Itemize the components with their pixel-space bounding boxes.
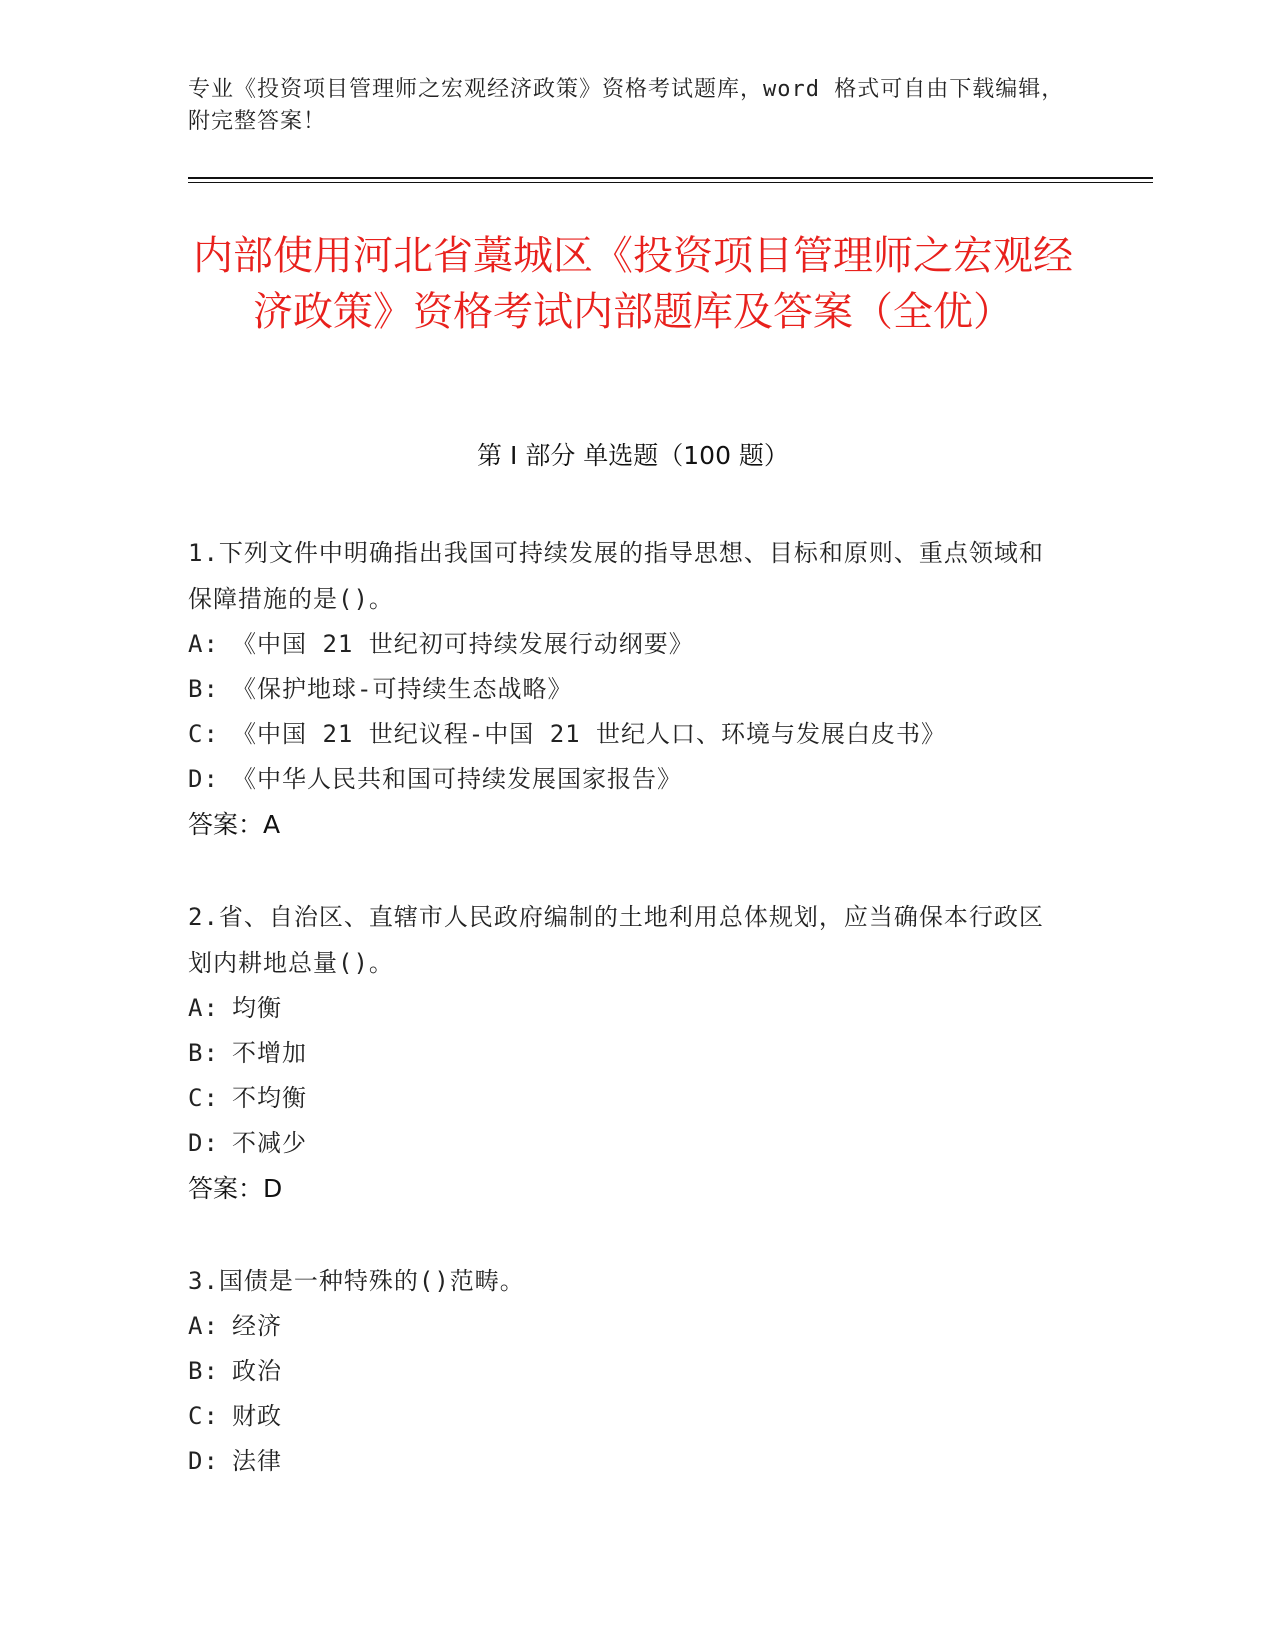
header-note: 专业《投资项目管理师之宏观经济政策》资格考试题库，word 格式可自由下载编辑，附完整答案！ [188, 77, 1065, 134]
option-b [188, 1349, 1068, 1394]
option-label: B: [188, 1039, 219, 1067]
option-text: 政治 [232, 1357, 282, 1385]
question-3 [188, 1258, 1068, 1484]
header-divider-thin [188, 182, 1153, 183]
option-a [188, 986, 1068, 1031]
option-label: B: [188, 675, 219, 703]
option-label: C: [188, 1402, 219, 1430]
answer: 答案：A [188, 810, 281, 839]
question-1 [188, 530, 1068, 848]
question-2 [188, 894, 1068, 1212]
option-label: C: [188, 1084, 219, 1112]
question-text: 1.下列文件中明确指出我国可持续发展的指导思想、目标和原则、重点领域和保障措施的是()。 [188, 539, 1044, 613]
option-d [188, 1121, 1068, 1166]
option-d [188, 757, 1068, 802]
option-text: 不减少 [232, 1129, 307, 1157]
option-label: A: [188, 630, 219, 658]
option-label: C: [188, 720, 219, 748]
option-text: 均衡 [232, 994, 282, 1022]
option-label: A: [188, 994, 219, 1022]
option-d [188, 1439, 1068, 1484]
option-label: B: [188, 1357, 219, 1385]
document-title: 内部使用河北省藁城区《投资项目管理师之宏观经济政策》资格考试内部题库及答案（全优） [193, 233, 1073, 335]
option-text: 经济 [232, 1312, 282, 1340]
question-text: 3.国债是一种特殊的()范畴。 [188, 1267, 525, 1295]
option-c [188, 712, 1068, 757]
option-text: 不均衡 [232, 1084, 307, 1112]
option-b [188, 1031, 1068, 1076]
option-text: 《中国 21 世纪初可持续发展行动纲要》 [232, 630, 694, 658]
option-label: A: [188, 1312, 219, 1340]
option-text: 《中华人民共和国可持续发展国家报告》 [232, 765, 682, 793]
question-list [188, 530, 1068, 1530]
option-a [188, 622, 1068, 667]
option-c [188, 1394, 1068, 1439]
option-label: D: [188, 765, 219, 793]
answer: 答案：D [188, 1174, 283, 1203]
header-divider-thick [188, 177, 1153, 179]
option-text: 《保护地球-可持续生态战略》 [232, 675, 573, 703]
option-text: 法律 [232, 1447, 282, 1475]
section-title: 第 I 部分 单选题（100 题） [477, 441, 789, 470]
option-a [188, 1304, 1068, 1349]
question-text: 2.省、自治区、直辖市人民政府编制的土地利用总体规划，应当确保本行政区划内耕地总量()。 [188, 903, 1044, 977]
option-label: D: [188, 1129, 219, 1157]
option-b [188, 667, 1068, 712]
option-text: 《中国 21 世纪议程-中国 21 世纪人口、环境与发展白皮书》 [232, 720, 947, 748]
option-c [188, 1076, 1068, 1121]
option-label: D: [188, 1447, 219, 1475]
option-text: 财政 [232, 1402, 282, 1430]
option-text: 不增加 [232, 1039, 307, 1067]
